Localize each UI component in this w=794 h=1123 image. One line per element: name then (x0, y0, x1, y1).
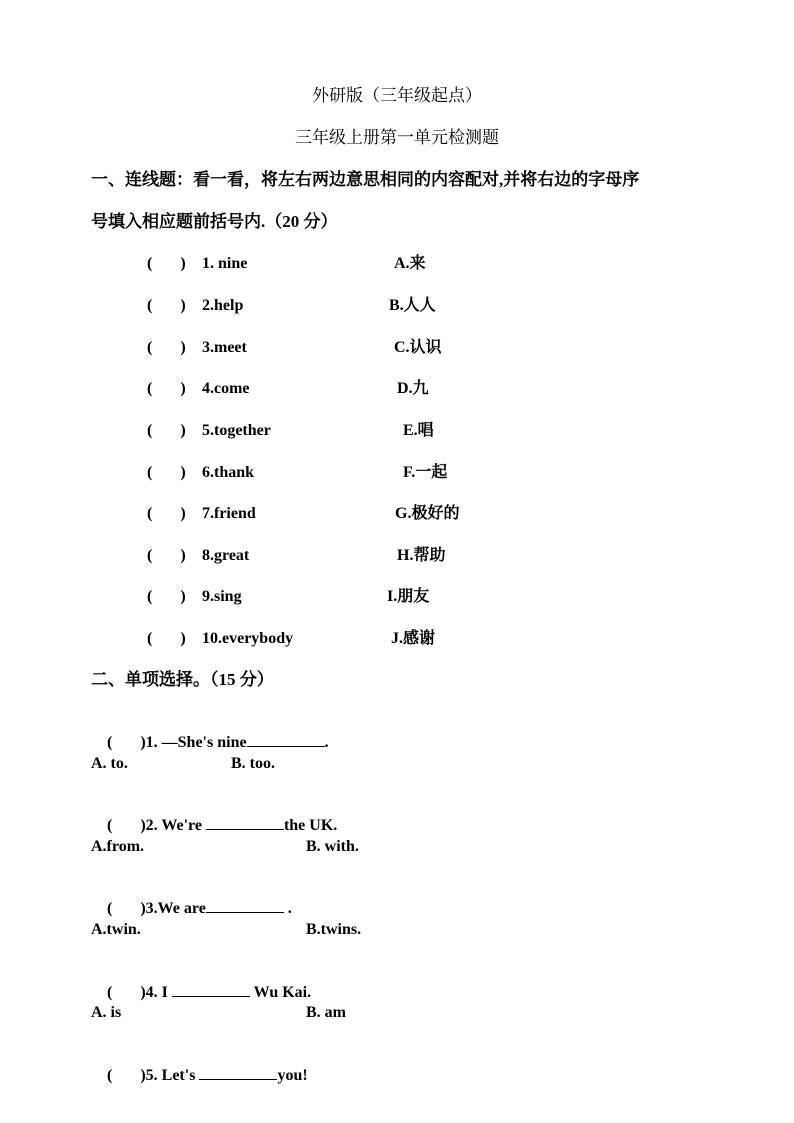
match-left-word: 2.help (202, 297, 244, 314)
fill-in-blank[interactable] (172, 982, 250, 997)
question-5 (91, 1045, 308, 1106)
answer-paren[interactable]: ( ) (147, 297, 186, 314)
match-right-meaning: J.感谢 (391, 630, 436, 647)
answer-paren[interactable]: ( ) (107, 734, 146, 751)
match-left-word: 3.meet (202, 339, 247, 356)
answer-paren[interactable]: ( ) (147, 588, 186, 605)
match-right-meaning: G.极好的 (395, 505, 460, 522)
section1-instruction-line2: 号填入相应题前括号内.（20 分） (91, 212, 338, 231)
option-a: A.from. (91, 838, 145, 855)
document-title: 外研版（三年级起点） (312, 86, 482, 105)
option-a: A. is (91, 1004, 122, 1021)
option-b: B.twins. (306, 921, 362, 938)
match-left-word: 10.everybody (202, 630, 294, 647)
answer-paren[interactable]: ( ) (147, 380, 186, 397)
option-b: B. with. (306, 838, 359, 855)
option-a: A.twin. (91, 921, 141, 938)
section1-instruction-line1: 一、连线题：看一看，将左右两边意思相同的内容配对,并将右边的字母序 (91, 170, 640, 189)
question-text: 4. I (145, 984, 172, 1001)
question-text: 1. —She's nine (145, 734, 247, 751)
answer-paren[interactable]: ( ) (107, 900, 146, 917)
match-left-word: 7.friend (202, 505, 256, 522)
match-left-word: 4.come (202, 380, 250, 397)
answer-paren[interactable]: ( ) (147, 630, 186, 647)
match-left-word: 5.together (202, 422, 271, 439)
option-a: A. to. (91, 755, 128, 772)
match-left-word: 6.thank (202, 464, 255, 481)
option-b: B. too. (231, 755, 275, 772)
question-text: 5. Let's (145, 1067, 200, 1084)
question-text: 2. We're (145, 817, 206, 834)
match-left-word: 9.sing (202, 588, 242, 605)
match-right-meaning: C.认识 (394, 339, 442, 356)
answer-paren[interactable]: ( ) (147, 255, 186, 272)
question-text-end: the UK. (283, 817, 338, 834)
answer-paren[interactable]: ( ) (147, 505, 186, 522)
fill-in-blank[interactable] (206, 815, 284, 830)
answer-paren[interactable]: ( ) (107, 817, 146, 834)
answer-paren[interactable]: ( ) (147, 547, 186, 564)
question-text-end: you! (277, 1067, 308, 1084)
answer-paren[interactable]: ( ) (147, 422, 186, 439)
fill-in-blank[interactable] (206, 898, 284, 913)
answer-paren[interactable]: ( ) (147, 464, 186, 481)
match-right-meaning: A.来 (394, 255, 426, 272)
fill-in-blank[interactable] (199, 1065, 277, 1080)
question-text-end: . (283, 900, 292, 917)
match-right-meaning: B.人人 (389, 297, 436, 314)
answer-paren[interactable]: ( ) (107, 1067, 146, 1084)
section2-heading: 二、单项选择。（15 分） (91, 670, 274, 689)
match-right-meaning: I.朋友 (387, 588, 430, 605)
fill-in-blank[interactable] (247, 732, 325, 747)
match-right-meaning: D.九 (397, 380, 429, 397)
question-text-end: . (324, 734, 329, 751)
match-right-meaning: E.唱 (403, 422, 434, 439)
document-subtitle: 三年级上册第一单元检测题 (295, 128, 499, 147)
match-left-word: 8.great (202, 547, 250, 564)
match-right-meaning: F.一起 (403, 464, 448, 481)
option-b: B. am (306, 1004, 346, 1021)
match-right-meaning: H.帮助 (397, 547, 446, 564)
question-4 (91, 962, 311, 1023)
question-text: 3.We are (145, 900, 206, 917)
match-left-word: 1. nine (202, 255, 248, 272)
question-text-end: Wu Kai. (249, 984, 312, 1001)
answer-paren[interactable]: ( ) (147, 339, 186, 356)
answer-paren[interactable]: ( ) (107, 984, 146, 1001)
